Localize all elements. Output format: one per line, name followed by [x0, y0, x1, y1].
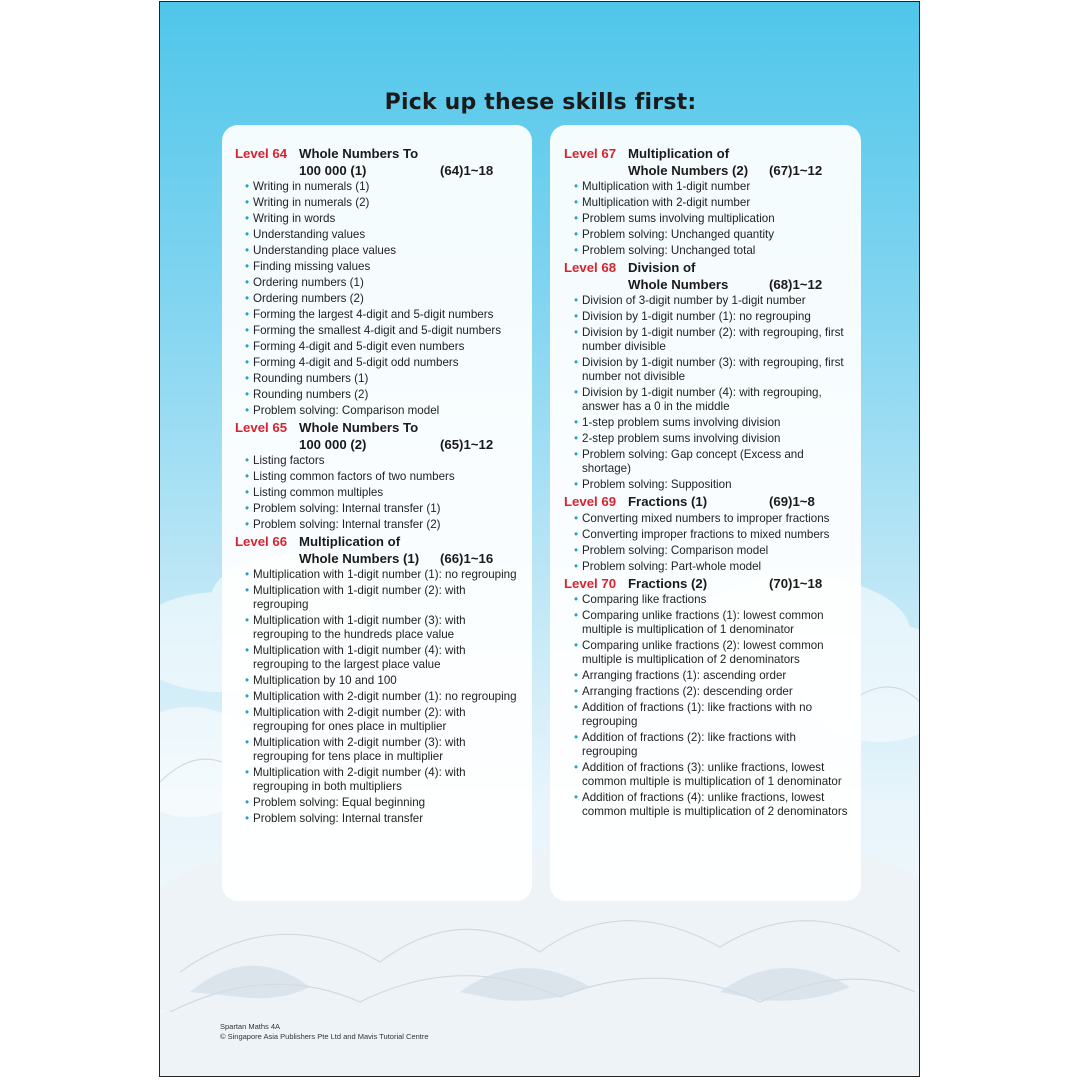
skill-item-text: • Problem solving: Gap concept (Excess and shortage) — [582, 448, 804, 475]
skill-item — [245, 307, 522, 323]
skill-item — [245, 259, 522, 275]
skill-item-text: • Multiplication with 2-digit number (2): with regrouping for ones place in multiplier — [253, 706, 466, 733]
skill-item — [574, 684, 851, 700]
skill-item-text: • Understanding place values — [253, 244, 397, 257]
skill-item-text: • Problem solving: Comparison model — [582, 543, 769, 557]
skill-item-text: • Problem solving: Supposition — [582, 478, 732, 491]
footer-book-title: Spartan Maths 4A — [220, 1022, 281, 1031]
level-heading — [564, 494, 851, 511]
level-title-line2: Whole Numbers — [628, 276, 729, 292]
skill-item — [245, 387, 522, 403]
skill-item-text: • Arranging fractions (1): ascending order — [582, 669, 787, 682]
skill-item-text: • Comparing unlike fractions (1): lowest common multiple is multiplication of 1 denominator — [582, 609, 824, 636]
skill-item — [245, 291, 522, 307]
skill-item-text: • Multiplication with 2-digit number (3): with regrouping for tens place in multiplier — [253, 736, 466, 763]
skill-item — [574, 638, 851, 668]
skill-item — [574, 179, 851, 195]
skill-item-text: • Problem solving: Unchanged quantity — [582, 228, 775, 241]
level-block — [235, 534, 522, 827]
level-title: Whole Numbers To — [299, 420, 419, 435]
skill-item-text: • Addition of fractions (3): unlike fractions, lowest common multiple is multiplication of 1 denominator — [582, 761, 842, 788]
skill-item — [245, 355, 522, 371]
skill-item — [574, 511, 851, 527]
level-title: Fractions (1) — [628, 494, 708, 509]
skill-item — [245, 211, 522, 227]
level-pages: (65)1~12 — [440, 436, 494, 452]
level-label: Level 66 — [235, 534, 288, 549]
level-block — [564, 146, 851, 259]
skill-item-text: • Addition of fractions (1): like fractions with no regrouping — [582, 701, 813, 728]
skill-item — [574, 355, 851, 385]
skill-item-text: • Multiplication with 1-digit number (2): with regrouping — [253, 584, 466, 611]
skill-item — [574, 195, 851, 211]
worksheet-page — [159, 1, 920, 1077]
level-pages: (64)1~18 — [440, 162, 494, 178]
skill-item — [245, 689, 522, 705]
level-label: Level 67 — [564, 146, 617, 161]
level-heading — [564, 146, 851, 179]
level-block — [564, 576, 851, 821]
skill-item-text: • Listing factors — [253, 454, 325, 467]
footer — [220, 1022, 429, 1042]
skill-item-text: • Forming 4-digit and 5-digit even numbers — [253, 340, 465, 353]
level-heading — [235, 146, 522, 179]
level-label: Level 70 — [564, 575, 617, 591]
level-pages: (70)1~18 — [769, 575, 823, 591]
skill-item-text: • Listing common multiples — [253, 486, 384, 499]
skill-item-text: • Division of 3-digit number by 1-digit number — [582, 294, 806, 307]
skill-item — [574, 559, 851, 575]
level-title-line2: Whole Numbers (2) — [628, 162, 749, 178]
page-title: Pick up these skills first: — [384, 90, 697, 115]
level-block — [235, 146, 522, 419]
skill-item-text: • Multiplication with 2-digit number (1): no regrouping — [253, 690, 517, 703]
level-title: Whole Numbers To — [299, 146, 419, 161]
skill-item-text: • Division by 1-digit number (2): with regrouping, first number divisible — [582, 326, 844, 353]
skill-item — [245, 643, 522, 673]
skill-item-text: • Problem solving: Internal transfer (2) — [253, 518, 441, 531]
skill-item — [574, 700, 851, 730]
skill-item-text: • Division by 1-digit number (1): no regrouping — [582, 310, 811, 323]
skill-item — [574, 790, 851, 820]
skill-item-text: • Multiplication with 1-digit number (3): with regrouping to the hundreds place value — [253, 614, 466, 641]
skill-item-text: • Multiplication by 10 and 100 — [253, 674, 397, 687]
level-title-line2: Whole Numbers (1) — [299, 550, 420, 566]
level-pages: (68)1~12 — [769, 276, 823, 292]
skill-item-text: • Multiplication with 1-digit number (1): no regrouping — [253, 568, 517, 581]
skill-item-text: • Rounding numbers (2) — [253, 388, 369, 401]
skill-item-text: • Arranging fractions (2): descending order — [582, 685, 793, 698]
skill-item-text: • Problem solving: Internal transfer — [253, 812, 424, 825]
skill-item — [245, 323, 522, 339]
level-title: Multiplication of — [628, 146, 730, 161]
skill-item-text: • Division by 1-digit number (4): with regrouping, answer has a 0 in the middle — [582, 386, 822, 413]
skill-item — [245, 705, 522, 735]
skill-item — [574, 608, 851, 638]
skill-item — [245, 179, 522, 195]
level-block — [564, 260, 851, 493]
skill-item-text: • Division by 1-digit number (3): with regrouping, first number not divisible — [582, 356, 844, 383]
level-heading — [564, 260, 851, 293]
skill-item-text: • Comparing like fractions — [582, 593, 707, 606]
skill-item-text: • Multiplication with 1-digit number (4): with regrouping to the largest place value — [253, 644, 466, 671]
level-pages: (67)1~12 — [769, 162, 823, 178]
skill-item — [245, 453, 522, 469]
skill-item-text: • Converting improper fractions to mixed numbers — [582, 527, 830, 541]
skill-item — [574, 447, 851, 477]
skill-item-text: • Addition of fractions (4): unlike fractions, lowest common multiple is multiplication of 2 denominators — [582, 791, 848, 818]
skill-item — [245, 795, 522, 811]
skill-item-text: • Understanding values — [253, 228, 366, 241]
skill-item — [245, 275, 522, 291]
skill-item-text: • Writing in numerals (1) — [253, 180, 370, 193]
level-label: Level 65 — [235, 420, 288, 435]
skill-list — [564, 511, 851, 575]
skill-item — [245, 735, 522, 765]
skill-item-text: • Problem solving: Unchanged total — [582, 244, 756, 257]
skill-item — [245, 195, 522, 211]
skills-panel-left — [222, 125, 532, 901]
level-title: Division of — [628, 260, 696, 275]
skill-item — [245, 673, 522, 689]
skill-item — [574, 477, 851, 493]
skill-item-text: • Listing common factors of two numbers — [253, 470, 455, 483]
level-title: Fractions (2) — [628, 575, 708, 591]
skill-item-text: • Problem solving: Comparison model — [253, 404, 440, 417]
skill-item — [245, 339, 522, 355]
skill-item — [245, 403, 522, 419]
skill-item-text: • Finding missing values — [253, 260, 371, 273]
skill-item — [245, 227, 522, 243]
skill-item-text: • Multiplication with 1-digit number — [582, 180, 751, 193]
skill-list — [564, 592, 851, 820]
level-block — [564, 494, 851, 575]
skill-item — [574, 309, 851, 325]
level-pages: (66)1~16 — [440, 550, 494, 566]
skills-panel-right — [550, 125, 861, 901]
skill-item — [245, 765, 522, 795]
skill-item-text: • Multiplication with 2-digit number — [582, 196, 751, 209]
skill-item — [574, 243, 851, 259]
skill-item-text: • Forming 4-digit and 5-digit odd numbers — [253, 356, 459, 369]
level-label: Level 64 — [235, 146, 288, 161]
skill-item — [574, 211, 851, 227]
level-block — [235, 420, 522, 533]
level-title-line2: 100 000 (2) — [299, 436, 367, 452]
skill-item-text: • Problem solving: Equal beginning — [253, 796, 426, 809]
skill-item — [574, 592, 851, 608]
skill-item-text: • Problem solving: Part-whole model — [582, 559, 762, 573]
skill-item — [574, 431, 851, 447]
level-heading — [235, 420, 522, 453]
skill-item — [574, 668, 851, 684]
skill-item — [245, 517, 522, 533]
skill-item — [574, 415, 851, 431]
skill-item-text: • Writing in numerals (2) — [253, 196, 370, 209]
skill-item — [245, 371, 522, 387]
skill-item-text: • Forming the smallest 4-digit and 5-digit numbers — [253, 324, 502, 337]
skill-item — [574, 293, 851, 309]
skill-item — [574, 730, 851, 760]
level-pages: (69)1~8 — [769, 494, 815, 509]
level-label: Level 68 — [564, 260, 617, 275]
skill-item-text: • Problem sums involving multiplication — [582, 212, 775, 225]
skill-list — [235, 567, 522, 827]
skill-item — [574, 227, 851, 243]
skill-item-text: • Comparing unlike fractions (2): lowest common multiple is multiplication of 2 denominators — [582, 639, 824, 666]
skill-item — [574, 527, 851, 543]
skill-item — [574, 760, 851, 790]
skill-item-text: • Multiplication with 2-digit number (4): with regrouping in both multipliers — [253, 766, 466, 793]
skill-item — [245, 811, 522, 827]
skill-item-text: • Ordering numbers (1) — [253, 276, 364, 289]
level-label: Level 69 — [564, 494, 617, 509]
skill-item-text: • Rounding numbers (1) — [253, 372, 369, 385]
skill-item-text: • Ordering numbers (2) — [253, 292, 364, 305]
skill-list — [235, 453, 522, 533]
level-heading — [235, 534, 522, 567]
skill-list — [564, 179, 851, 259]
skill-item — [574, 385, 851, 415]
skill-item-text: • Writing in words — [253, 212, 336, 225]
skill-item-text: • 2-step problem sums involving division — [582, 432, 781, 445]
level-heading — [564, 576, 851, 593]
level-title: Multiplication of — [299, 534, 401, 549]
skill-item — [245, 485, 522, 501]
level-title-line2: 100 000 (1) — [299, 162, 367, 178]
skill-item — [245, 501, 522, 517]
skill-item — [245, 243, 522, 259]
footer-copyright: © Singapore Asia Publishers Pte Ltd and Mavis Tutorial Centre — [220, 1032, 429, 1041]
skill-item-text: • Addition of fractions (2): like fractions with regrouping — [582, 731, 796, 758]
skill-item — [574, 543, 851, 559]
skill-item-text: • Converting mixed numbers to improper fractions — [582, 511, 830, 525]
skill-item — [245, 583, 522, 613]
skill-item-text: • Forming the largest 4-digit and 5-digit numbers — [253, 308, 494, 321]
skill-list — [235, 179, 522, 419]
skill-item — [574, 325, 851, 355]
skill-item-text: • Problem solving: Internal transfer (1) — [253, 502, 441, 515]
skill-item — [245, 613, 522, 643]
skill-item — [245, 567, 522, 583]
skill-item — [245, 469, 522, 485]
skill-list — [564, 293, 851, 493]
skill-item-text: • 1-step problem sums involving division — [582, 416, 781, 429]
